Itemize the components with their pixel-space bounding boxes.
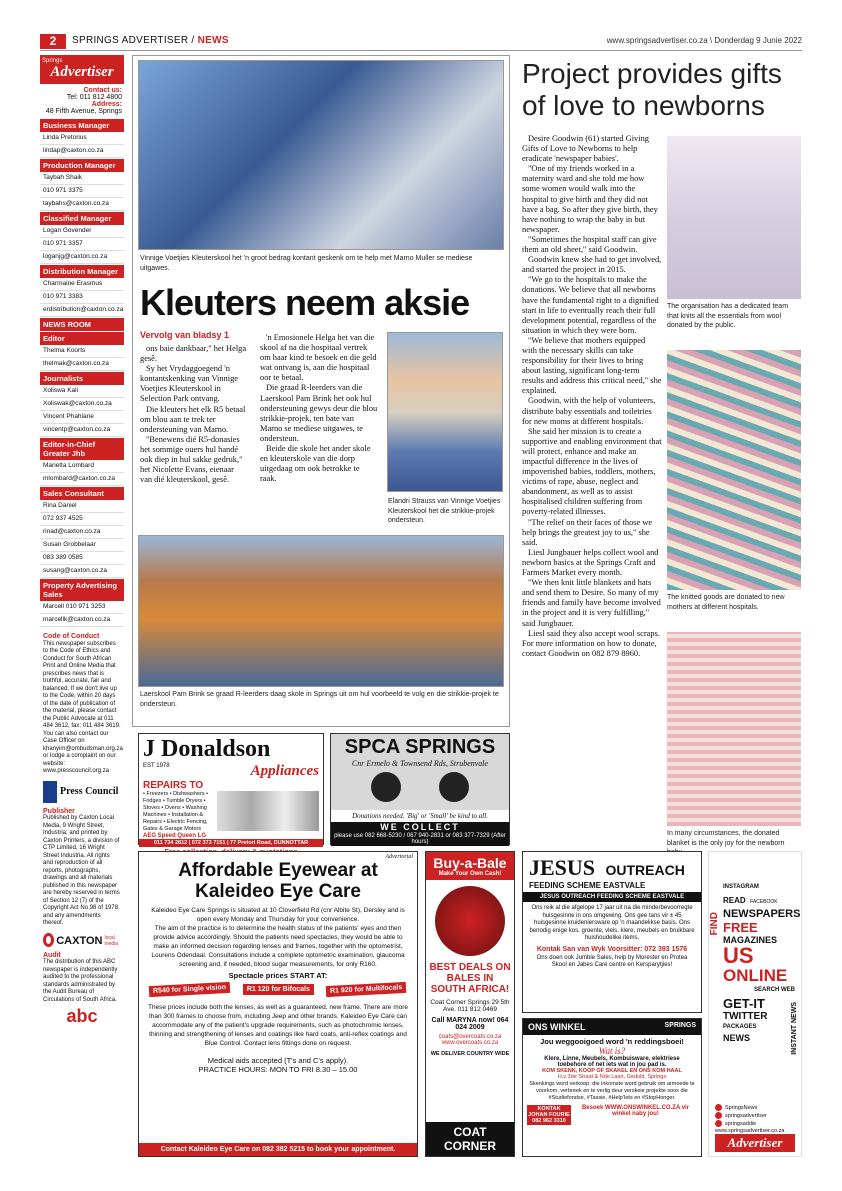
sidebar-line: 083 389 0585 [40,552,124,565]
social-2[interactable]: springsadvertiser [725,1112,767,1119]
promo-packages: PACKAGES [723,1024,757,1030]
pam-brink-photo [138,535,504,687]
price-multifocal: R1 920 for Multifocals [326,982,407,997]
coat-corner-address: Coat Corner Springs 29 5th Ave. 011 812 0469 [430,999,510,1013]
website-date: www.springsadvertiser.co.za \ Donderdag 9 Junie 2022 [606,36,802,45]
jesus-bar: JESUS OUTREACH FEEDING SCHEME EASTVALE [523,892,701,902]
sidebar-line: vincentp@caxton.co.za [40,424,124,437]
press-council-logo [40,778,124,806]
spca-collect: WE COLLECT [331,822,509,832]
promo-free: FREE [723,920,758,935]
story1-column-1 [140,344,248,485]
social-3[interactable]: springsaddie [725,1120,757,1127]
paragraph: Beide die skole het ander skole en kleuterskole van die dorp uitgedaag om ook betrokke te raak. [260,444,371,484]
eyecare-p2: The aim of the practice is to determine the health status of the patients' eyes and then provide advice accordingly. Should the patients need spectacles, they would be able to make an informed decision regarding lenses and frames, together with the optometrist, Lourens Odendaal. Consultations include a complete optometric examination, glaucoma screening and, if needed, blood sugar measurements, for only R160. [151,925,405,968]
sidebar-line: 010 971 3357 [40,238,124,251]
sidebar-line: loganjg@caxton.co.za [40,251,124,264]
repairs-list: • Freezers • Dishwashers • Fridges • Tumble Dryers • Stoves • Ovens • Washing Machines • Installation & Repairs • Electric Fencing, Gates & Garage Motors [143,791,209,832]
donaldson-phones: 011 734 2812 | 072 373 7151 | 77 Pretori Road, DUNNOTTAR [139,839,323,847]
newborns-headline: Project provides gifts of love to newborns [522,58,782,121]
buyabale-title: Buy-a-Bale [433,855,507,871]
sidebar-heading: Journalists [40,372,124,385]
baby-photo-2 [667,350,801,590]
promo-online: ONLINE [723,966,788,985]
paragraph: "The relief on their faces of those we help brings the greatest joy to us," she said. [522,517,653,547]
coat-corner-brand: COAT CORNER [426,1122,514,1156]
jesus-text: Ons reik al die afgelope 17 jaar uit na die minderbevoorregte huisgesinne in ons omgewing. Ons gee tans vir ± 45 huisgesinne kruideniersware op 'n maandelikse basis. Ons benodig enige kos, groente, vleis, klere, meubels en bruikbare huishoudelike items. [529,905,695,941]
code-of-conduct [40,631,124,778]
sidebar-line: erdistribution@caxton.co.za [40,304,124,317]
medical-aids: Medical aids accepted (T's and C's apply). [207,1056,349,1065]
promo-logo: Advertiser [715,1134,795,1152]
publication-name [72,35,229,46]
masthead-sidebar [40,55,124,1027]
buyabale-ad[interactable] [425,851,515,1157]
story2-body [522,134,662,659]
onswinkel-sub: Jou weggooigoed word 'n reddingsboei! [540,1037,684,1046]
paragraph: Goodwin knew she had to get involved, and started the project in 2015. [522,255,662,275]
baby-caption-3: In many circumstances, the donated blanket is the only joy for the newborn [667,830,785,847]
photo1-caption: Vinnige Voetjies Kleuterskool het 'n groot bedrag kontant geskenk om te help met Marno Muller se mediese uitgawes. [140,255,473,272]
promo-newspapers: NEWSPAPERS [723,908,801,920]
press-council-text: Press Council [60,785,119,797]
spca-ad[interactable] [330,733,510,845]
promo-find: FIND [709,912,720,936]
dog-icon-1 [371,772,401,802]
contact-block [40,84,124,118]
code-title: Code of Conduct [43,633,100,640]
photo2-caption: Laerskool Pam Brink se graad R-leerders daag skole in Springs uit om hul voorbeeld te volg en die strikkie-projek te ondersteun. [140,691,499,708]
paragraph: She said her mission is to create a supportive and enabling environment that will protect, enhance and make an impactful difference in the lives of impoverished babies, toddlers, mothers, victims of rape, abuse, neglect and abandonment, as well as to assist hospitalised children suffering from poverty-related illnesses. [522,426,662,517]
paragraph: Die kleuters het elk R5 betaal om blou aan te trek ter ondersteuning van Marno. [140,404,246,434]
paragraph: "We go to the hospitals to make the donations. We believe that all newborns have the fundamental right to a dignified start in life to eventually reach their full development potential, regardless of the situation in which they were born. [522,275,659,335]
prices-title: Spectacle prices START AT: [228,971,328,980]
outreach-title: OUTREACH [605,862,685,878]
promo-facebook: FACEBOOK [750,899,778,905]
paragraph: Liesl said they also accept wool scraps. For more information on how to donate, contact Goodwin on 082 879 8960. [522,628,660,658]
eyecare-ad[interactable] [138,851,418,1157]
promo-getit: GET-IT [723,996,765,1011]
advertorial-tag: Advertorial [385,854,413,860]
best-deals: BEST DEALS ON BALES IN SOUTH AFRICA! [429,962,511,995]
sidebar-line: Linda Pretorius [40,132,124,145]
sidebar-line: susang@caxton.co.za [40,565,124,578]
kicker: Vervolg van bladsy 1 [140,330,230,340]
social-1[interactable]: SpringsNews [725,1104,758,1111]
baby-caption-2: The knitted goods are donated to new mothers at different hospitals. [667,594,785,611]
instagram-icon [715,1112,722,1119]
caxton-sub: local media [104,934,119,947]
spca-phones: please use 082 668-5230 / 067 940-2831 or 083 377-7329 (After hours) [331,832,509,846]
onswinkel-springs: SPRINGS [664,1022,696,1029]
sidebar-heading: Classified Manager [40,212,124,225]
contact-tel: Tel: 011 812 4800 [66,94,122,101]
promo-read: READ [723,896,746,905]
brand-logos: AEG Speed Queen LG [143,833,207,839]
paragraph: Die graad R-leerders van die Laerskool Pam Brink het ook hul ondersteuning gewys deur die blou strikkie-projek, ten bate van Marno se mediese uitgawes, te ondersteun. [260,383,378,443]
audit-block [40,950,124,1007]
appliance-image [217,791,319,831]
jesus-sub: FEEDING SCHEME EASTVALE [529,881,646,890]
twitter-icon [715,1120,722,1127]
publisher-text: Published by Caxton Local Media, 9 Wright Street, Industria; and printed by Caxton Printers, a division of CTP Limited, 16 Wright Street Industria. All rights and reproduction of all reports, photographs, drawings and all materials published in this newspaper are hereby reserved in terms of Section 12 (7) of the Copyright Act No 98 of 1978 and any amendments thereof. [43,815,120,926]
sidebar-line: mlombard@caxton.co.za [40,473,124,486]
practice-hours: PRACTICE HOURS: MON TO FRI 8.30 – 15.00 [198,1065,358,1074]
onswinkel-web: Besoek WWW.ONSWINKEL.CO.ZA vir winkel naby jou! [581,1105,690,1117]
price-single: R540 for Single vision [149,982,231,997]
caxton-logo [40,930,124,950]
paragraph: "One of my friends worked in a maternity ward and she told me how some women would walk into the hospital to give birth and they did not have a bag. So after they give birth, they have nothing to wrap the baby in but newspaper. [522,164,658,234]
baby-photo-1 [667,136,801,299]
donaldson-sub: Appliances [250,763,319,779]
sidebar-line: rinad@caxton.co.za [40,526,124,539]
eyecare-p1: Kaleideo Eye Care Springs is situated at 10 Cloverfield Rd (cnr Albite St), Dersley and is open every Monday and Thursday for your convenience. [151,907,405,923]
paragraph: "Sometimes the hospital staff can give them an old sheet," said Goodwin. [522,234,657,255]
caxton-icon [43,933,54,947]
sidebar-line: taybahs@caxton.co.za [40,198,124,211]
sidebar-line: Rina Daniel [40,500,124,513]
baby-caption-1: The organisation has a dedicated team that knits all the essentials from wool donated by the public. [667,303,789,329]
promo-us: US [723,943,754,968]
sidebar-line: 010 971 3375 [40,185,124,198]
staff-list [40,119,124,627]
donaldson-ad[interactable] [138,733,324,845]
price-bifocal: R1 120 for Bifocals [243,984,314,995]
address-text: 48 Fifth Avenue, Springs [45,108,122,115]
sidebar-line: thelmak@caxton.co.za [40,358,124,371]
deliver-country: WE DELIVER COUNTRY WIDE [430,1051,510,1057]
kleuters-headline: Kleuters neem aksie [140,282,470,323]
eyecare-contact: Contact Kaleideo Eye Care on 082 382 5215 to book your appointment. [139,1143,417,1156]
baby-photo-3 [667,632,801,826]
jesus-contact: Kontak San van Wyk Voorsitter: 072 393 1576 [536,945,688,953]
sidebar-line: Logan Govender [40,225,124,238]
jesus-outreach-ad[interactable] [522,851,702,1013]
onswinkel-wat: Wat is? [598,1046,626,1056]
sidebar-line: 010 971 3383 [40,291,124,304]
sidebar-heading: Property Advertising Sales [40,579,124,601]
repairs-title: REPAIRS TO [143,780,204,791]
buyabale-web: coats@overcoats.co.za www.overcoats.co.za [438,1034,502,1046]
paragraph: ons baie dankbaar," het Helga gesê. [140,344,247,364]
onswinkel-projects: Skenkings word verkoop: die inkomste word gebruik om armoede te voorkom, verbreek en te verlig deur verskeie projekte soos die #Studiefondse, #Tassie, #Help'Iets en #StopHonger. [529,1081,695,1101]
publication-label: SPRINGS ADVERTISER / [72,35,195,46]
sidebar-heading: Sales Consultant [40,487,124,500]
caxton-text: CAXTON [56,934,103,947]
section-label: NEWS [197,35,229,46]
spca-name: SPCA SPRINGS [344,736,496,758]
paragraph: 'n Emosionele Helga het van die skool af na die hospitaal vertrek om haar kind te besoek en die geld wat ontvang is, aan die hospitaal oor te betaal. [260,333,377,383]
kleuterskool-group-photo [138,60,504,250]
bale-image [435,886,505,956]
logo-small-text: Springs [42,58,63,64]
audit-title: Audit [43,951,61,959]
sidebar-line: Thelma Koorts [40,345,124,358]
sidebar-line: Vincent Phahlane [40,411,124,424]
spca-tagline: Donations needed. 'Big' or 'Small' be kind to all. [352,812,488,820]
promo-instagram: INSTAGRAM [723,884,759,890]
paragraph: Liesl Jungbauer helps collect wool and newborn basics at the Springs Craft and Farmers Market every month. [522,547,659,578]
call-maryna: Call MARYNA now! 064 024 2009 [431,1017,509,1031]
sidebar-heading: Business Manager [40,119,124,132]
press-council-icon [43,781,57,803]
sidebar-heading: Production Manager [40,159,124,172]
address-title: Address: [91,101,122,108]
code-text: This newspaper subscribes to the Code of Ethics and Conduct for South African Print and Online Media that prescribes news that is truthful, accurate, fair and balanced. If we don't live up to the Code, within 20 days of the date of publication of the material, please contact the Public Advocate at 011 484 3612, fax: 011 484 3619. You can also contact our Case Officer on khanyim@ombudsman.org.za or lodge a complaint on our website: www.presscouncil.org.za [43,640,123,774]
abc-logo: abc [66,1006,98,1026]
onswinkel-ad[interactable] [522,1018,702,1157]
sidebar-line: 072 937 4525 [40,513,124,526]
header-rule [40,50,802,51]
jesus-title: JESUS [529,855,596,880]
sidebar-heading: NEWS ROOM [40,318,124,331]
eyecare-p3: These prices include both the lenses, as well as a guaranteed, new frame. There are more than 300 frames to choose from, including Jeep and other brands. Kaleideo Eye Care can accommodate any of the patient's upgrade requirements, such as photochromic lenses, thinning and strengthening of lenses and coatings like hard coats, anti-reflex coatings and Blue Control. Contact lens fittings done on request. [147,1004,409,1047]
paragraph: "We believe that mothers equipped with the necessary skills can take responsibility for their lives to bring about lasting, significant long-term results and address this critical need," she explained. [522,335,662,396]
paragraph: Sy het Vrydaggoegend 'n kontantskenking van Vinnige Voetjies Kleuterskool in Selection Park ontvang. [140,364,238,404]
online-promo-ad[interactable] [708,851,802,1157]
sidebar-heading: Editor-in-Chief Greater Jhb [40,438,124,460]
sidebar-heading: Editor [40,332,124,345]
girl-caption: Elandri Strauss van Vinnige Voetjies Kleuterskool het die strikkie-projek ondersteun. [388,498,501,524]
promo-search: SEARCH WEB [753,987,795,993]
jesus-jumble: Ons doen ook Jumble Sales, help by Morester en Protea Skool en Jabes Care centre en Kersparytjies! [536,954,688,968]
sidebar-line: marcellk@caxton.co.za [40,614,124,627]
paragraph: Desire Goodwin (61) started Giving Gifts of Love to Newborns to help eradicate 'newspaper babies'. [522,134,649,164]
onswinkel-kom: KOM SKENK, KOOP OF SKAKEL EN ONS KOM HAAL [542,1068,682,1074]
sidebar-line: Marcell 010 971 3253 [40,601,124,614]
onswinkel-items: Klere, Linne, Meubels, Kombuisware, elektriese toebehore of net iets wat in jou pad is. [544,1056,680,1068]
donaldson-name: J Donaldson [143,736,271,762]
page-number: 2 [40,34,66,49]
sidebar-line: Taybah Shaik [40,172,124,185]
sidebar-line: Marietta Lombard [40,460,124,473]
spca-address: Cnr Ermelo & Townsend Rds, Strubenvale [351,759,489,768]
sidebar-line: Xoliswak@caxton.co.za [40,398,124,411]
story1-column-2 [260,333,378,484]
sidebar-line: Susan Grobbelaar [40,539,124,552]
onswinkel-address: H.v 3de Straat & Nde Laan, Geduld, Springs [557,1074,667,1080]
paragraph: "Benewens dié R5-donasies het sommige ouers hul handé ook diep in hul sakke gedruk," het Nicolette Evans, eienaar van dié kleuterskool, gesê. [140,434,243,485]
eyecare-title-2: Kaleideo Eye Care [195,881,361,902]
logo-text: Advertiser [50,64,114,80]
sidebar-line: Charmaine Erasmus [40,278,124,291]
sidebar-line: lindap@caxton.co.za [40,145,124,158]
promo-instant-news: INSTANT NEWS [791,1002,798,1055]
facebook-icon [715,1104,722,1111]
contact-title: Contact us: [83,87,122,94]
dog-icon-2 [439,772,469,802]
onswinkel-kontak: KONTAK JOHAN FOURIE 082 962 3310 [528,1106,570,1124]
publisher-title: Publisher [43,807,75,815]
elandri-photo [387,332,503,492]
publisher-block [40,806,124,930]
eyecare-title-1: Affordable Eyewear at [178,860,378,881]
sidebar-heading: Distribution Manager [40,265,124,278]
paragraph: Goodwin, with the help of volunteers, distribute baby essentials and toiletries for new moms at different hospitals. [522,396,656,426]
promo-news: NEWS [723,1033,750,1043]
promo-website[interactable]: www.springsadvertiser.co.za [715,1127,785,1134]
donaldson-est: EST 1978 [143,763,170,769]
advertiser-logo [40,55,124,84]
onswinkel-title: ONS WINKEL [528,1022,586,1032]
promo-magazines: MAGAZINES [723,935,777,945]
paragraph: "We then knit little blankets and hats and send them to Desire. So many of my friends and family have become involved in the project and it is very fulfilling," said Jungbauer. [522,578,661,628]
buyabale-sub: Make Your Own Cash! [438,871,502,877]
audit-text: The distribution of this ABC newspaper is independently audited to the professional standards administrated by the Audit Bureau of Circulations of South Africa. [43,959,118,1003]
sidebar-line: Xoliswa Kali [40,385,124,398]
promo-twitter: TWITTER [723,1011,768,1022]
